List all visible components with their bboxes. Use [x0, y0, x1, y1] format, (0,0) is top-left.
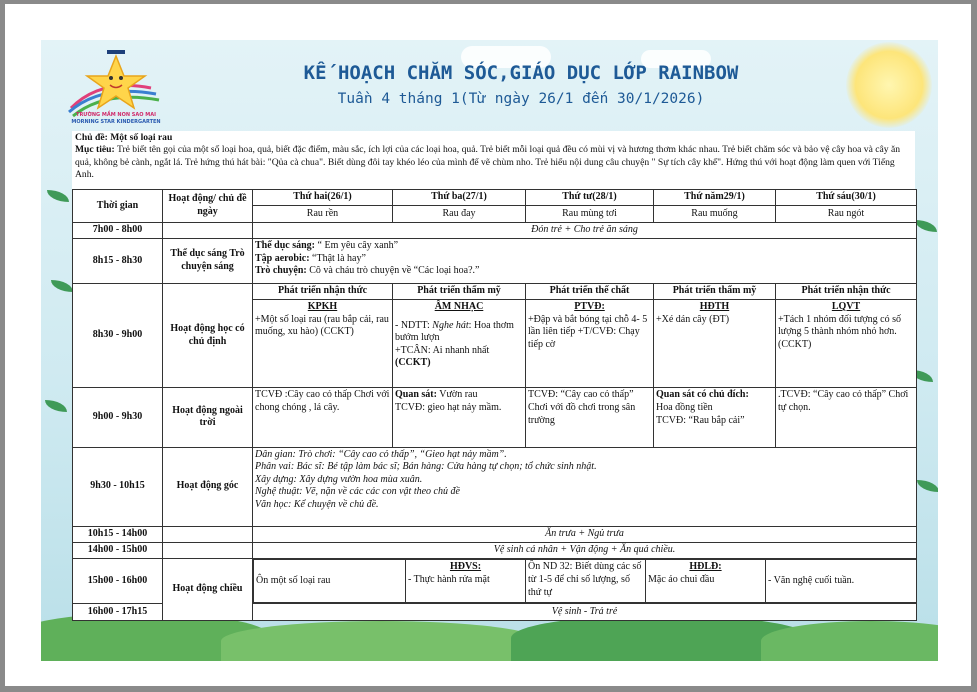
- topic-label: Chủ đề:: [75, 132, 108, 143]
- activity-r8: Hoạt động chiều: [163, 559, 253, 621]
- document-page: [5, 4, 971, 686]
- sun-decoration: [846, 42, 932, 128]
- goal-line: [75, 144, 912, 181]
- afternoon-thu: [646, 560, 766, 603]
- goal-label: Mục tiêu:: [75, 144, 115, 156]
- corner-line-building: Xây dựng: Xây dựng vườn hoa mùa xuân.: [255, 473, 423, 485]
- corner-line-literature: Văn học: Kể chuyện về chủ đề.: [255, 498, 379, 510]
- outdoor-tue: [393, 388, 526, 447]
- lesson-tue-listen: Nghe hát: [432, 319, 469, 331]
- page-subtitle: Tuần 4 tháng 1(Từ ngày 26/1 đến 30/1/2026): [337, 91, 705, 107]
- lesson-mon-text: +Một số loại rau (rau bắp cải, rau muống, xu hào) (CCKT): [255, 313, 389, 338]
- activity-r4: Hoạt động ngoài trời: [163, 388, 253, 447]
- header-day-wed: Thứ tư(28/1): [526, 190, 654, 206]
- lesson-fri: [776, 299, 917, 388]
- leaf-decoration: [51, 280, 73, 292]
- lesson-tue-line3: (CCKT): [395, 357, 431, 369]
- activity-r6: [163, 526, 253, 542]
- outdoor-wed: TCVĐ: “Cây cao cỏ thấp” Chơi với đồ chơi trong sân trường: [526, 388, 654, 447]
- activity-r5: Hoạt động góc: [163, 447, 253, 526]
- theme-tue: Rau đay: [393, 206, 526, 222]
- corner-line-roleplay: Phân vai: Bác sĩ: Bé tập làm bác sĩ; Bán hàng: Cửa hàng tự chọn; tổ chức sinh nhật.: [255, 461, 597, 473]
- time-r6: 10h15 - 14h00: [73, 526, 163, 542]
- leaf-decoration: [47, 190, 69, 202]
- lesson-tue-line1: [395, 320, 523, 345]
- school-logo: [61, 48, 171, 128]
- afternoon-tue-title: HĐVS:: [449, 561, 482, 573]
- logo-school-name: TRƯỜNG MẦM NON SAO MAI: [76, 112, 156, 118]
- header-day-fri: Thứ sáu(30/1): [776, 190, 917, 206]
- afternoon-thu-title: HĐLĐ:: [689, 561, 722, 573]
- header-day-tue: Thứ ba(27/1): [393, 190, 526, 206]
- time-r1: 7h00 - 8h00: [73, 222, 163, 238]
- logo-english-name: MORNING STAR KINDERGARTEN: [71, 119, 161, 125]
- leaf-decoration: [45, 400, 67, 412]
- lesson-fri-text2: (CCKT): [778, 338, 812, 350]
- page-title: KẾ HOẠCH CHĂM SÓC,GIÁO DỤC LỚP RAINBOW: [303, 62, 739, 84]
- lesson-fri-title: LQVT: [831, 300, 861, 312]
- time-r7: 14h00 - 15h00: [73, 542, 163, 558]
- leaf-decoration: [917, 480, 938, 492]
- lesson-wed: [526, 299, 654, 388]
- header-activity: Hoạt động/ chủ đề ngày: [163, 190, 253, 223]
- leaf-decoration: [915, 220, 937, 232]
- activity-r3: Hoạt động học có chủ định: [163, 283, 253, 388]
- lesson-wed-text: +Đập và bắt bóng tại chỗ 4- 5 lần liên tiếp +T/CVĐ: Chạy tiếp cờ: [528, 313, 648, 350]
- area-mon: Phát triển nhận thức: [253, 283, 393, 299]
- morning-exercise-text: “ Em yêu cây xanh”: [315, 240, 399, 252]
- outdoor-mon: TCVĐ :Cây cao cỏ thấp Chơi với chong chóng , lá cây.: [253, 388, 393, 447]
- content-r6: Ăn trưa + Ngủ trưa: [253, 526, 917, 542]
- goal-text: Trẻ biết tên gọi của một số loại hoa, quả, biết đặc điểm, màu sắc, ích lợi của các loại hoa, quả. Trẻ biết mỗi loại quả đều có mùi vị và hương thơm khác nhau. Trẻ biết chăm sóc và bảo vệ cây hoa và cây ăn quả, không bẻ cành, ngắt lá. Trẻ hứng thú hát bài: "Qủa cà chua". Biết dùng đôi tay khéo léo của mình để vẽ chùm nho. Trẻ hiểu nội dung câu chuyện " Sự tích cây khế". Hứng thú với hoạt động làm quen với Tiếng Anh.: [75, 144, 901, 181]
- lesson-tue-prefix: - NDTT:: [395, 319, 433, 331]
- lesson-mon: [253, 299, 393, 388]
- header-day-mon: Thứ hai(26/1): [253, 190, 393, 206]
- lesson-mon-title: KPKH: [307, 300, 338, 312]
- conversation-text: Cô và cháu trò chuyện về “Các loại hoa?.”: [306, 265, 480, 277]
- area-fri: Phát triển nhận thức: [776, 283, 917, 299]
- lesson-fri-text: +Tách 1 nhóm đối tượng có số lượng 5 thành nhóm nhỏ hơn.: [778, 313, 901, 338]
- afternoon-wed: Ôn ND 32: Biết dùng các số từ 1-5 để chỉ số lượng, số thứ tự: [526, 560, 646, 603]
- time-r9: 16h00 - 17h15: [73, 604, 163, 621]
- afternoon-mon: Ôn một số loại rau: [254, 560, 406, 603]
- afternoon-fri: - Văn nghệ cuối tuần.: [766, 560, 917, 603]
- outdoor-tue-text1: Vườn rau: [436, 389, 478, 401]
- outdoor-tue-label: Quan sát:: [395, 389, 437, 401]
- theme-wed: Rau mùng tơi: [526, 206, 654, 222]
- outdoor-thu-text2: TCVĐ: “Rau bắp cải”: [656, 414, 745, 426]
- header-time: Thời gian: [73, 190, 163, 223]
- header-day-thu: Thứ năm29/1): [654, 190, 776, 206]
- topic-line: [75, 132, 912, 144]
- content-r1: Đón trẻ + Cho trẻ ăn sáng: [253, 222, 917, 238]
- time-r4: 9h00 - 9h30: [73, 388, 163, 447]
- time-r2: 8h15 - 8h30: [73, 239, 163, 283]
- afternoon-tue: [406, 560, 526, 603]
- lesson-thu-text: +Xé dán cây (ĐT): [656, 313, 730, 325]
- conversation-line: [255, 265, 914, 278]
- corner-line-folk: Dân gian: Trò chơi: “Cây cao cỏ thấp”, “Gieo hạt nảy mầm”.: [255, 448, 507, 460]
- afternoon-tue-text: - Thực hành rửa mặt: [408, 573, 490, 585]
- area-tue: Phát triển thẩm mỹ: [393, 283, 526, 299]
- afternoon-thu-text: Mặc áo chui đầu: [648, 573, 715, 585]
- aerobic-line: [255, 253, 914, 266]
- time-r3: 8h30 - 9h00: [73, 283, 163, 388]
- outdoor-thu-label: Quan sát có chủ đích:: [656, 389, 749, 401]
- morning-exercise-line: [255, 240, 914, 253]
- lesson-tue-title: ÂM NHẠC: [434, 300, 484, 312]
- activity-r7: [163, 542, 253, 558]
- outdoor-thu-text1: Hoa đồng tiền: [656, 402, 713, 414]
- lesson-tue-song: : Hoa thơm bướm lượn: [395, 319, 514, 344]
- time-r5: 9h30 - 10h15: [73, 447, 163, 526]
- outdoor-thu: [654, 388, 776, 447]
- outdoor-tue-text2: TCVĐ: gieo hạt nảy mầm.: [395, 402, 502, 414]
- area-thu: Phát triển thẩm mỹ: [654, 283, 776, 299]
- aerobic-text: “Thật là hay”: [309, 252, 366, 264]
- hill-decoration: [761, 621, 938, 661]
- activity-r2: Thể dục sáng Trò chuyện sáng: [163, 239, 253, 283]
- corner-activities: [253, 447, 917, 526]
- afternoon-subtable: [253, 559, 916, 603]
- lesson-wed-title: PTVĐ:: [574, 300, 605, 312]
- area-wed: Phát triển thể chất: [526, 283, 654, 299]
- topic-box: [72, 131, 915, 189]
- outdoor-fri: .TCVĐ: “Cây cao cỏ thấp” Chơi tự chọn.: [776, 388, 917, 447]
- lesson-tue: [393, 299, 526, 388]
- aerobic-label: Tập aerobic:: [255, 252, 310, 264]
- content-r9: Vệ sinh - Trả trẻ: [253, 604, 917, 621]
- lesson-thu-title: HĐTH: [699, 300, 730, 312]
- lesson-tue-line2: +TCÂN: Ai nhanh nhất: [395, 344, 490, 356]
- content-r7: Vệ sinh cá nhân + Vận động + Ăn quả chiều.: [253, 542, 917, 558]
- theme-fri: Rau ngót: [776, 206, 917, 222]
- conversation-label: Trò chuyện:: [255, 265, 307, 277]
- morning-exercise-label: Thể dục sáng:: [255, 240, 316, 252]
- corner-line-art: Nghệ thuật: Vẽ, nặn về các các con vật theo chủ đề: [255, 486, 460, 498]
- theme-thu: Rau muống: [654, 206, 776, 222]
- content-r2: [253, 239, 917, 283]
- activity-r1: [163, 222, 253, 238]
- lesson-thu: [654, 299, 776, 388]
- afternoon-cell: [253, 559, 917, 604]
- schedule-table: [72, 189, 917, 621]
- topic-value: Một số loại rau: [110, 132, 173, 143]
- hill-decoration: [221, 621, 541, 661]
- theme-mon: Rau rền: [253, 206, 393, 222]
- time-r8: 15h00 - 16h00: [73, 559, 163, 604]
